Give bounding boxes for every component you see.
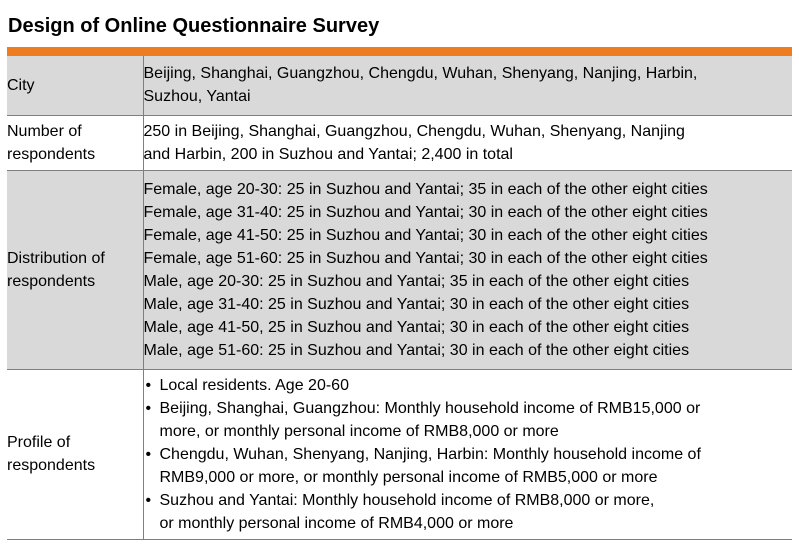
row-label-line: Distribution of xyxy=(7,249,105,267)
row-label-line: respondents xyxy=(7,457,96,474)
bullet-icon: • xyxy=(145,491,152,509)
row-value xyxy=(143,369,792,539)
page-title: Design of Online Questionnaire Survey xyxy=(8,15,380,37)
row-value xyxy=(143,170,792,369)
row-label xyxy=(7,170,143,369)
bullet-line: or monthly personal income of RMB4,000 or more xyxy=(159,514,514,532)
row-value-line: Female, age 20-30: 25 in Suzhou and Yantai; 35 in each of the other eight cities xyxy=(143,180,708,198)
row-value-line: Male, age 31-40: 25 in Suzhou and Yantai; 30 in each of the other eight cities xyxy=(143,295,690,313)
table-row-number-of-respondents xyxy=(7,115,792,170)
title-accent-bar xyxy=(7,47,792,56)
list-item xyxy=(144,443,793,489)
row-value-line: Male, age 51-60: 25 in Suzhou and Yantai; 30 in each of the other eight cities xyxy=(143,341,690,359)
row-label xyxy=(7,56,143,115)
bullet-line: Chengdu, Wuhan, Shenyang, Nanjing, Harbin: Monthly household income of xyxy=(159,445,701,463)
row-label-line: Number of xyxy=(7,122,82,140)
row-value-line: Suzhou, Yantai xyxy=(143,88,251,106)
bullet-line: Local residents. Age 20-60 xyxy=(159,376,349,394)
bullet-line: RMB9,000 or more, or monthly personal income of RMB5,000 or more xyxy=(159,468,658,486)
table-row-profile-of-respondents xyxy=(7,369,792,539)
row-value-line: Male, age 20-30: 25 in Suzhou and Yantai; 35 in each of the other eight cities xyxy=(143,272,690,290)
row-value-line: and Harbin, 200 in Suzhou and Yantai; 2,400 in total xyxy=(143,145,513,163)
row-label xyxy=(7,115,143,170)
survey-design-table xyxy=(7,56,792,540)
list-item xyxy=(144,489,793,535)
bullet-line: Suzhou and Yantai: Monthly household income of RMB8,000 or more, xyxy=(159,491,655,509)
bullet-icon: • xyxy=(145,399,152,417)
row-value xyxy=(143,56,792,115)
row-label-line: Profile of xyxy=(7,434,71,451)
bullet-line: more, or monthly personal income of RMB8,000 or more xyxy=(159,422,559,440)
bullet-line: Beijing, Shanghai, Guangzhou: Monthly household income of RMB15,000 or xyxy=(159,399,701,417)
row-value-line: 250 in Beijing, Shanghai, Guangzhou, Chengdu, Wuhan, Shenyang, Nanjing xyxy=(143,122,685,140)
row-value-line: Beijing, Shanghai, Guangzhou, Chengdu, Wuhan, Shenyang, Nanjing, Harbin, xyxy=(143,65,698,83)
row-value-line: Male, age 41-50, 25 in Suzhou and Yantai; 30 in each of the other eight cities xyxy=(143,318,690,336)
row-value-line: Female, age 41-50: 25 in Suzhou and Yantai; 30 in each of the other eight cities xyxy=(143,226,708,244)
row-label-line: respondents xyxy=(7,145,96,163)
table-row-city xyxy=(7,56,792,115)
row-value-line: Female, age 51-60: 25 in Suzhou and Yantai; 30 in each of the other eight cities xyxy=(143,249,708,267)
row-label-line: respondents xyxy=(7,272,96,290)
bullet-icon: • xyxy=(145,445,152,463)
table-row-distribution-of-respondents xyxy=(7,170,792,369)
bullet-icon: • xyxy=(145,376,152,394)
row-label-line: City xyxy=(7,76,35,94)
list-item xyxy=(144,397,793,443)
list-item xyxy=(144,374,793,397)
row-value-line: Female, age 31-40: 25 in Suzhou and Yantai; 30 in each of the other eight cities xyxy=(143,203,708,221)
row-label xyxy=(7,369,143,539)
row-value xyxy=(143,115,792,170)
profile-bullet-list xyxy=(144,374,793,535)
